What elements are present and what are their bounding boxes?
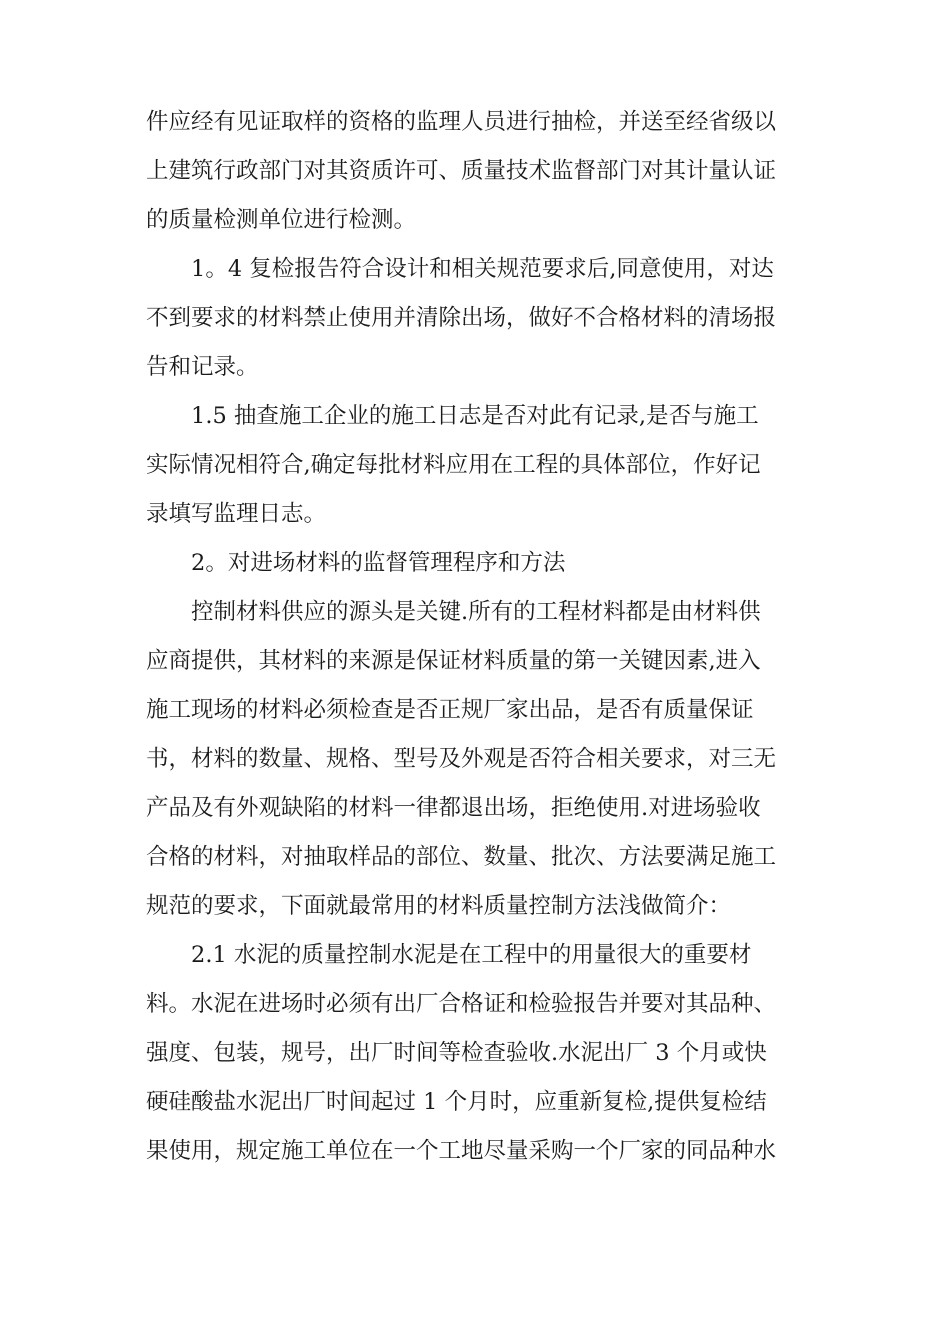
text-line: 1。4 复检报告符合设计和相关规范要求后,同意使用，对达 [191,256,774,282]
text-line: 1.5 抽查施工企业的施工日志是否对此有记录,是否与施工 [191,403,759,429]
text-line: 合格的材料，对抽取样品的部位、数量、批次、方法要满足施工 [146,844,777,870]
text-line: 不到要求的材料禁止使用并清除出场，做好不合格材料的清场报 [146,305,777,331]
section-heading: 2。对进场材料的监督管理程序和方法 [191,550,566,576]
text-line: 强度、包装，规号，出厂时间等检查验收.水泥出厂 3 个月或快 [146,1040,767,1066]
text-line: 硬硅酸盐水泥出厂时间起过 1 个月时，应重新复检,提供复检结 [146,1089,767,1115]
text-line: 件应经有见证取样的资格的监理人员进行抽检，并送至经省级以 [146,109,777,135]
text-line: 产品及有外观缺陷的材料一律都退出场，拒绝使用.对进场验收 [146,795,761,821]
text-line: 上建筑行政部门对其资质许可、质量技术监督部门对其计量认证 [146,158,777,184]
text-line: 告和记录。 [146,354,259,380]
text-line: 规范的要求，下面就最常用的材料质量控制方法浅做简介： [146,893,732,919]
text-line: 料。水泥在进场时必须有出厂合格证和检验报告并要对其品种、 [146,991,777,1017]
text-line: 应商提供，其材料的来源是保证材料质量的第一关键因素,进入 [146,648,761,674]
text-line: 控制材料供应的源头是关键.所有的工程材料都是由材料供 [191,599,761,625]
text-line: 书，材料的数量、规格、型号及外观是否符合相关要求，对三无 [146,746,777,772]
text-line: 果使用，规定施工单位在一个工地尽量采购一个厂家的同品种水 [146,1138,777,1164]
text-line: 的质量检测单位进行检测。 [146,207,417,233]
text-line: 录填写监理日志。 [146,501,327,527]
text-line: 实际情况相符合,确定每批材料应用在工程的具体部位，作好记 [146,452,761,478]
text-line: 2.1 水泥的质量控制水泥是在工程中的用量很大的重要材 [191,942,752,968]
text-line: 施工现场的材料必须检查是否正规厂家出品，是否有质量保证 [146,697,754,723]
